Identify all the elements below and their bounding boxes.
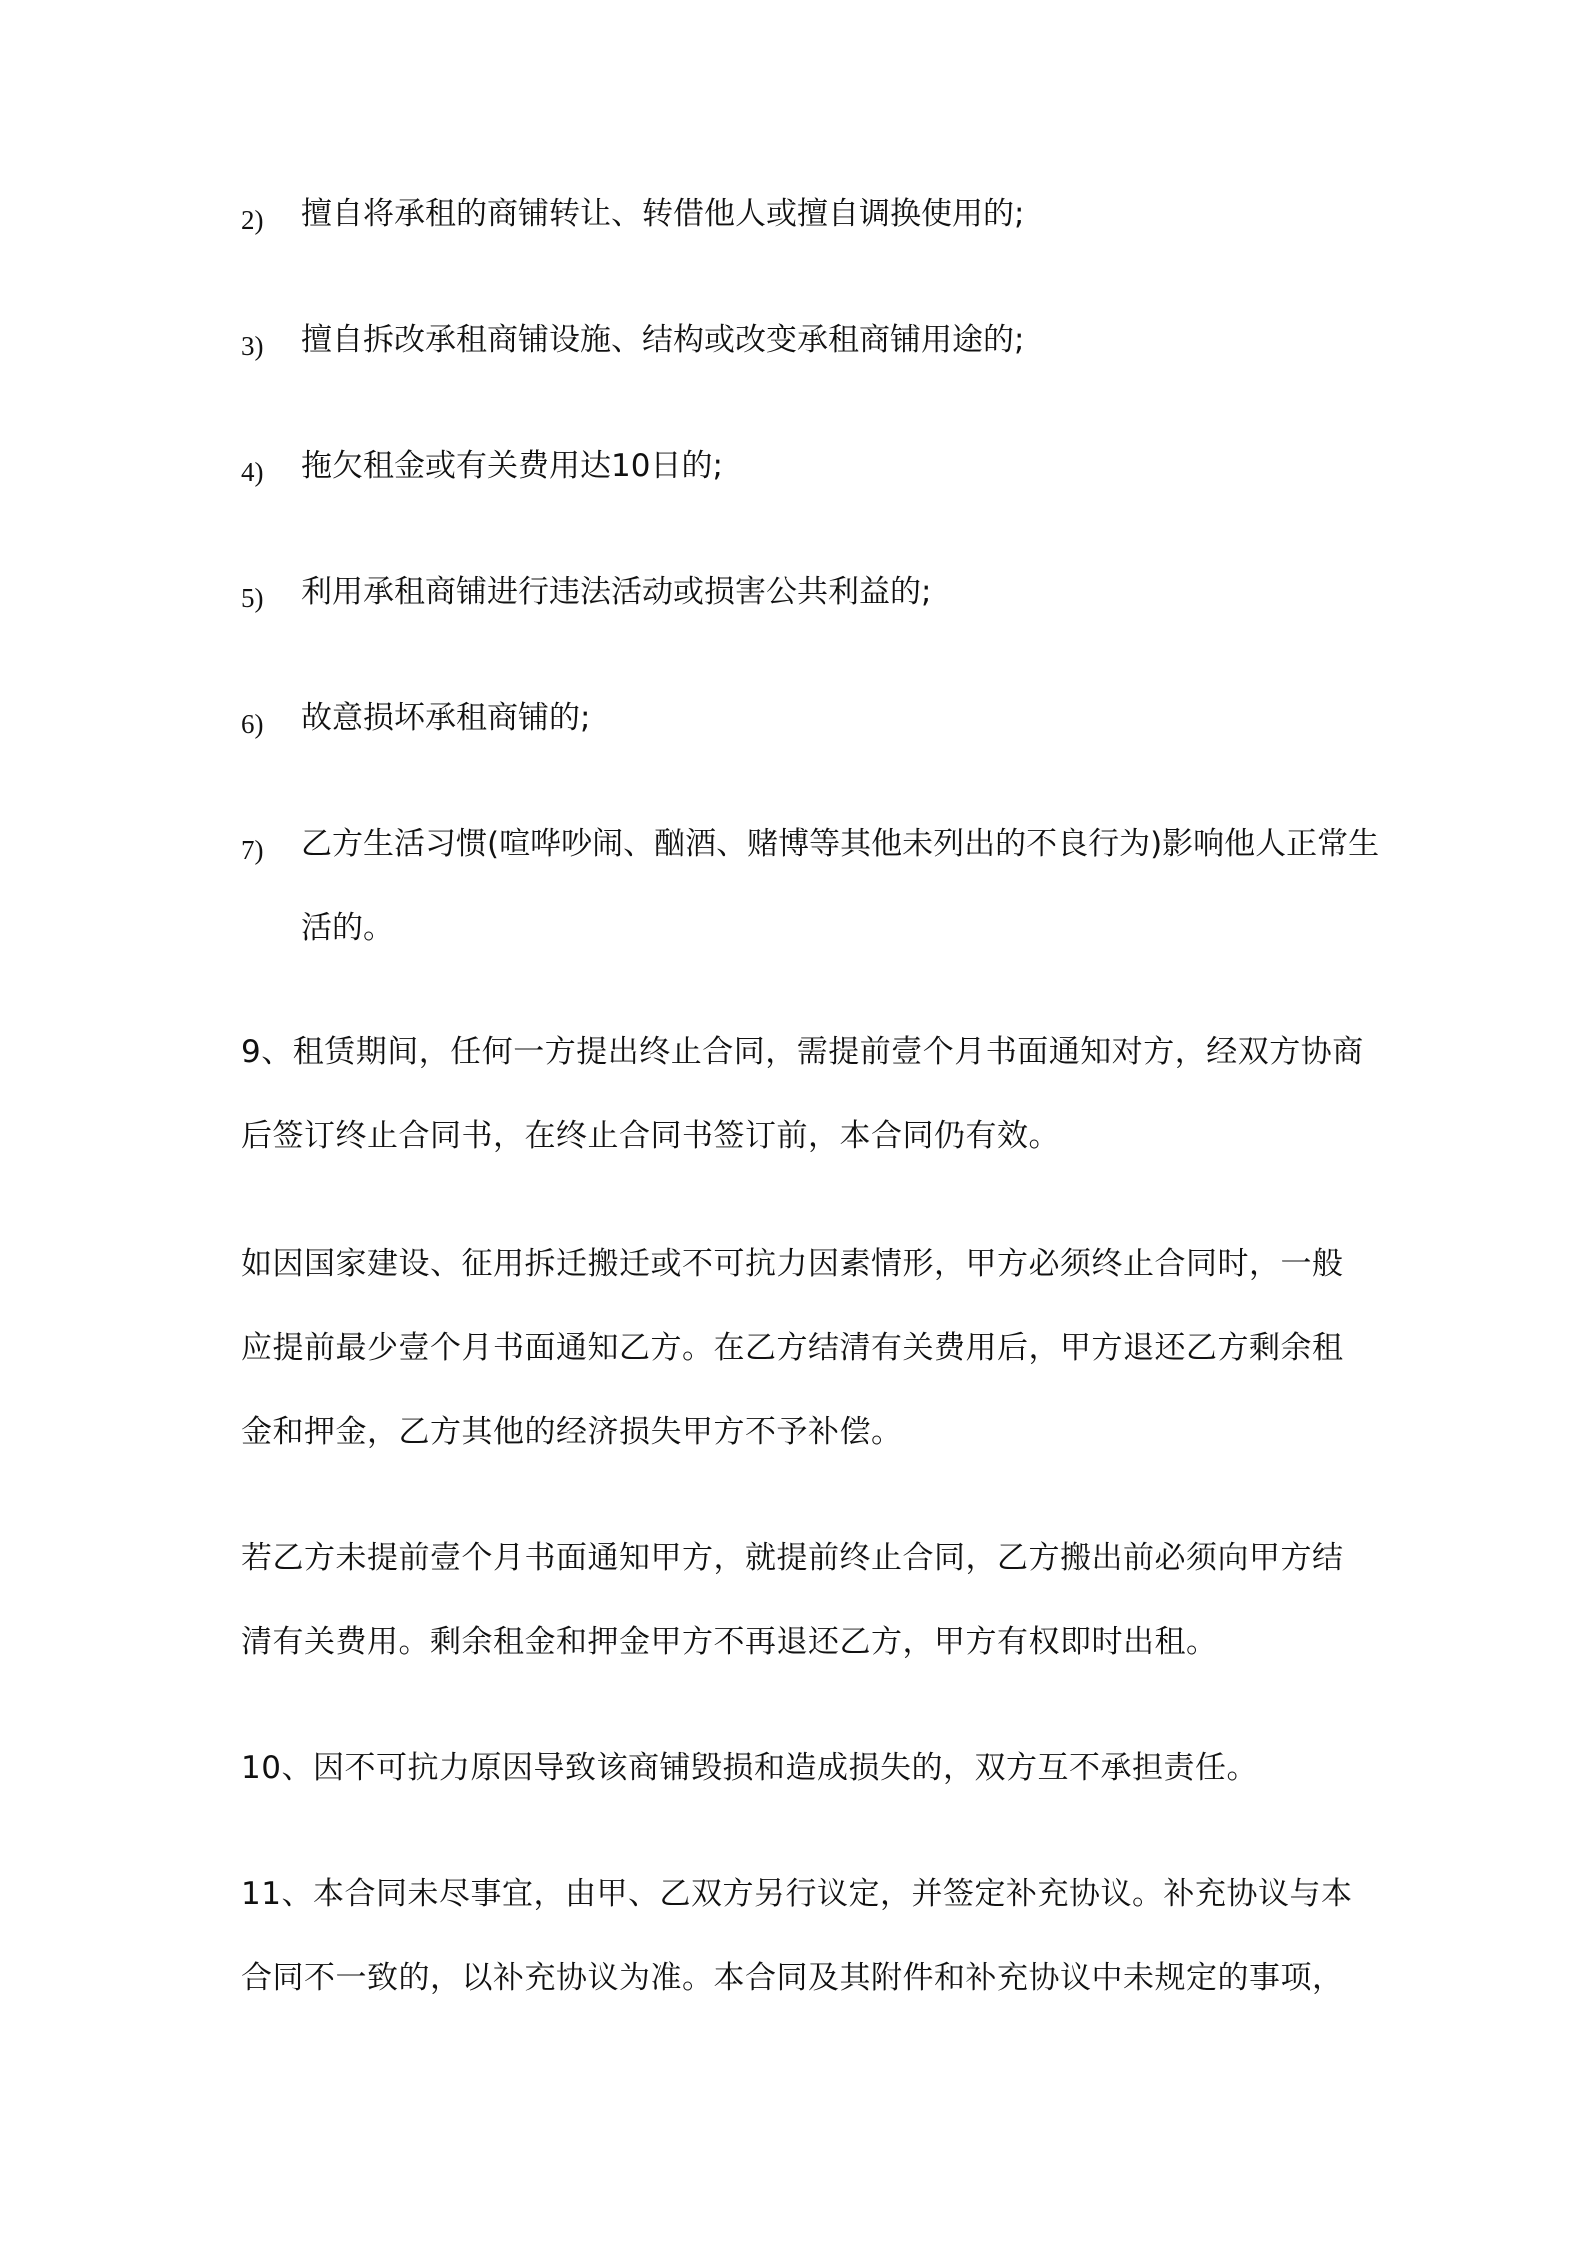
list-text: 拖欠租金或有关费用达10日的; bbox=[301, 448, 723, 484]
list-text: 擅自将承租的商铺转让、转借他人或擅自调换使用的; bbox=[301, 196, 1025, 232]
list-number: 4) bbox=[241, 457, 264, 487]
list-text: 擅自拆改承租商铺设施、结构或改变承租商铺用途的; bbox=[301, 322, 1025, 358]
list-number: 7) bbox=[241, 835, 264, 865]
list-number: 5) bbox=[241, 583, 264, 613]
list-text: 乙方生活习惯(喧哗吵闹、酗酒、赌博等其他未列出的不良行为)影响他人正常生活的。 bbox=[301, 826, 1380, 946]
list-number: 6) bbox=[241, 709, 264, 739]
list-text: 故意损坏承租商铺的; bbox=[301, 700, 591, 736]
list-number: 3) bbox=[241, 331, 264, 361]
paragraph-state-termination: 如因国家建设、征用拆迁搬迁或不可抗力因素情形，甲方必须终止合同时，一般应提前最少壹个月书面通知乙方。在乙方结清有关费用后，甲方退还乙方剩余租金和押金，乙方其他的经济损失甲方不予补偿。 bbox=[241, 1246, 1344, 1450]
paragraph-clause-11: 11、本合同未尽事宜，由甲、乙双方另行议定，并签定补充协议。补充协议与本合同不一致的，以补充协议为准。本合同及其附件和补充协议中未规定的事项， bbox=[241, 1876, 1353, 1996]
list-number: 2) bbox=[241, 205, 264, 235]
paragraph-early-termination: 若乙方未提前壹个月书面通知甲方，就提前终止合同，乙方搬出前必须向甲方结清有关费用。剩余租金和押金甲方不再退还乙方，甲方有权即时出租。 bbox=[241, 1540, 1344, 1660]
paragraph-clause-9: 9、租赁期间，任何一方提出终止合同，需提前壹个月书面通知对方，经双方协商后签订终止合同书，在终止合同书签订前，本合同仍有效。 bbox=[241, 1034, 1364, 1154]
list-text: 利用承租商铺进行违法活动或损害公共利益的; bbox=[301, 574, 932, 610]
paragraph-clause-10: 10、因不可抗力原因导致该商铺毁损和造成损失的，双方互不承担责任。 bbox=[241, 1750, 1258, 1786]
